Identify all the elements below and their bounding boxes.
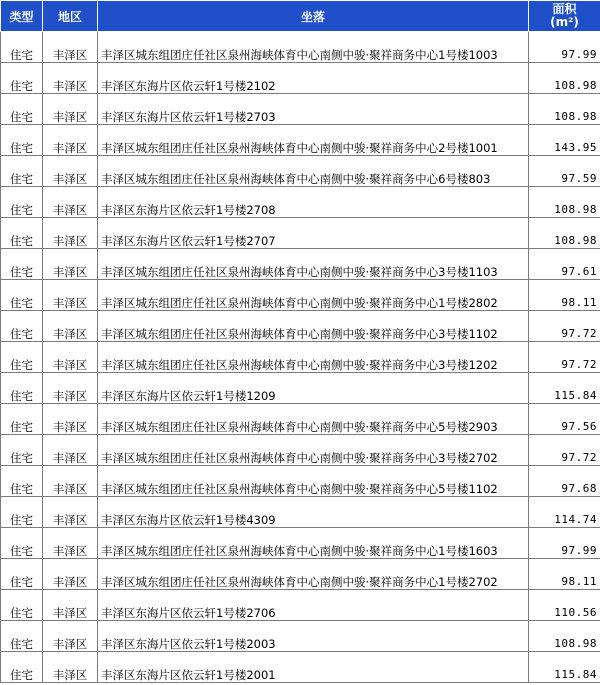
cell-district: 丰泽区 bbox=[43, 94, 98, 125]
cell-address: 丰泽区城东组团庄任社区泉州海峡体育中心南侧中骏·聚祥商务中心1号楼2802 bbox=[98, 280, 529, 311]
cell-district: 丰泽区 bbox=[43, 156, 98, 187]
column-header-district: 地区 bbox=[43, 1, 98, 32]
cell-address: 丰泽区城东组团庄任社区泉州海峡体育中心南侧中骏·聚祥商务中心5号楼1102 bbox=[98, 466, 529, 497]
cell-address: 丰泽区城东组团庄任社区泉州海峡体育中心南侧中骏·聚祥商务中心3号楼1103 bbox=[98, 249, 529, 280]
cell-district: 丰泽区 bbox=[43, 559, 98, 590]
table-header-row bbox=[1, 1, 600, 32]
cell-address: 丰泽区城东组团庄任社区泉州海峡体育中心南侧中骏·聚祥商务中心1号楼2702 bbox=[98, 559, 529, 590]
cell-address: 丰泽区城东组团庄任社区泉州海峡体育中心南侧中骏·聚祥商务中心3号楼1202 bbox=[98, 342, 529, 373]
cell-district: 丰泽区 bbox=[43, 404, 98, 435]
cell-address: 丰泽区东海片区依云轩1号楼2706 bbox=[98, 590, 529, 621]
cell-address: 丰泽区东海片区依云轩1号楼4309 bbox=[98, 497, 529, 528]
cell-address: 丰泽区东海片区依云轩1号楼2703 bbox=[98, 94, 529, 125]
cell-type: 住宅 bbox=[1, 466, 43, 497]
cell-type: 住宅 bbox=[1, 590, 43, 621]
cell-area: 97.99 bbox=[529, 32, 600, 63]
table-row bbox=[1, 373, 600, 404]
column-header-area bbox=[529, 1, 600, 32]
cell-area: 97.72 bbox=[529, 311, 600, 342]
cell-address: 丰泽区城东组团庄任社区泉州海峡体育中心南侧中骏·聚祥商务中心2号楼1001 bbox=[98, 125, 529, 156]
table-row bbox=[1, 32, 600, 63]
column-header-area-unit: (m²) bbox=[550, 15, 579, 29]
cell-district: 丰泽区 bbox=[43, 187, 98, 218]
cell-area: 97.56 bbox=[529, 404, 600, 435]
table-row bbox=[1, 125, 600, 156]
table-row bbox=[1, 466, 600, 497]
table-row bbox=[1, 559, 600, 590]
cell-address: 丰泽区城东组团庄任社区泉州海峡体育中心南侧中骏·聚祥商务中心1号楼1003 bbox=[98, 32, 529, 63]
cell-area: 108.98 bbox=[529, 187, 600, 218]
cell-area: 98.11 bbox=[529, 280, 600, 311]
table-row bbox=[1, 218, 600, 249]
cell-address: 丰泽区东海片区依云轩1号楼2003 bbox=[98, 621, 529, 652]
table-row bbox=[1, 63, 600, 94]
table-row bbox=[1, 249, 600, 280]
cell-district: 丰泽区 bbox=[43, 621, 98, 652]
cell-area: 97.72 bbox=[529, 435, 600, 466]
cell-area: 110.56 bbox=[529, 590, 600, 621]
cell-address: 丰泽区东海片区依云轩1号楼2707 bbox=[98, 218, 529, 249]
cell-type: 住宅 bbox=[1, 218, 43, 249]
cell-district: 丰泽区 bbox=[43, 590, 98, 621]
cell-district: 丰泽区 bbox=[43, 32, 98, 63]
cell-type: 住宅 bbox=[1, 342, 43, 373]
cell-area: 97.61 bbox=[529, 249, 600, 280]
cell-type: 住宅 bbox=[1, 280, 43, 311]
cell-type: 住宅 bbox=[1, 311, 43, 342]
table-row bbox=[1, 590, 600, 621]
cell-area: 108.98 bbox=[529, 63, 600, 94]
cell-type: 住宅 bbox=[1, 621, 43, 652]
table-row bbox=[1, 497, 600, 528]
cell-area: 97.72 bbox=[529, 342, 600, 373]
cell-area: 108.98 bbox=[529, 218, 600, 249]
table-row bbox=[1, 156, 600, 187]
cell-area: 108.98 bbox=[529, 94, 600, 125]
cell-type: 住宅 bbox=[1, 435, 43, 466]
cell-district: 丰泽区 bbox=[43, 652, 98, 683]
cell-type: 住宅 bbox=[1, 559, 43, 590]
cell-type: 住宅 bbox=[1, 94, 43, 125]
cell-district: 丰泽区 bbox=[43, 280, 98, 311]
cell-area: 143.95 bbox=[529, 125, 600, 156]
cell-address: 丰泽区城东组团庄任社区泉州海峡体育中心南侧中骏·聚祥商务中心6号楼803 bbox=[98, 156, 529, 187]
cell-area: 97.59 bbox=[529, 156, 600, 187]
table-row bbox=[1, 652, 600, 683]
table-row bbox=[1, 528, 600, 559]
cell-area: 114.74 bbox=[529, 497, 600, 528]
cell-type: 住宅 bbox=[1, 652, 43, 683]
cell-address: 丰泽区东海片区依云轩1号楼2001 bbox=[98, 652, 529, 683]
cell-area: 115.84 bbox=[529, 373, 600, 404]
cell-type: 住宅 bbox=[1, 404, 43, 435]
cell-area: 97.68 bbox=[529, 466, 600, 497]
table-row bbox=[1, 404, 600, 435]
cell-type: 住宅 bbox=[1, 528, 43, 559]
cell-address: 丰泽区城东组团庄任社区泉州海峡体育中心南侧中骏·聚祥商务中心3号楼2702 bbox=[98, 435, 529, 466]
cell-district: 丰泽区 bbox=[43, 125, 98, 156]
column-header-area-label: 面积 bbox=[552, 2, 577, 16]
table-row bbox=[1, 311, 600, 342]
cell-district: 丰泽区 bbox=[43, 63, 98, 94]
table-row bbox=[1, 280, 600, 311]
cell-district: 丰泽区 bbox=[43, 435, 98, 466]
cell-district: 丰泽区 bbox=[43, 342, 98, 373]
cell-type: 住宅 bbox=[1, 156, 43, 187]
cell-address: 丰泽区东海片区依云轩1号楼2102 bbox=[98, 63, 529, 94]
cell-district: 丰泽区 bbox=[43, 249, 98, 280]
table-row bbox=[1, 94, 600, 125]
table-body bbox=[1, 32, 600, 683]
table-row bbox=[1, 435, 600, 466]
cell-district: 丰泽区 bbox=[43, 218, 98, 249]
table-row bbox=[1, 187, 600, 218]
cell-area: 108.98 bbox=[529, 621, 600, 652]
column-header-address: 坐落 bbox=[98, 1, 529, 32]
cell-type: 住宅 bbox=[1, 32, 43, 63]
cell-area: 97.99 bbox=[529, 528, 600, 559]
cell-address: 丰泽区城东组团庄任社区泉州海峡体育中心南侧中骏·聚祥商务中心3号楼1102 bbox=[98, 311, 529, 342]
cell-area: 115.84 bbox=[529, 652, 600, 683]
cell-area: 98.11 bbox=[529, 559, 600, 590]
cell-address: 丰泽区东海片区依云轩1号楼1209 bbox=[98, 373, 529, 404]
cell-district: 丰泽区 bbox=[43, 497, 98, 528]
cell-type: 住宅 bbox=[1, 63, 43, 94]
cell-type: 住宅 bbox=[1, 125, 43, 156]
table-row bbox=[1, 621, 600, 652]
cell-district: 丰泽区 bbox=[43, 311, 98, 342]
cell-type: 住宅 bbox=[1, 373, 43, 404]
cell-district: 丰泽区 bbox=[43, 528, 98, 559]
table-row bbox=[1, 342, 600, 373]
cell-type: 住宅 bbox=[1, 249, 43, 280]
column-header-type: 类型 bbox=[1, 1, 43, 32]
cell-address: 丰泽区东海片区依云轩1号楼2708 bbox=[98, 187, 529, 218]
cell-type: 住宅 bbox=[1, 497, 43, 528]
cell-district: 丰泽区 bbox=[43, 373, 98, 404]
cell-type: 住宅 bbox=[1, 187, 43, 218]
cell-address: 丰泽区城东组团庄任社区泉州海峡体育中心南侧中骏·聚祥商务中心5号楼2903 bbox=[98, 404, 529, 435]
cell-district: 丰泽区 bbox=[43, 466, 98, 497]
cell-address: 丰泽区城东组团庄任社区泉州海峡体育中心南侧中骏·聚祥商务中心1号楼1603 bbox=[98, 528, 529, 559]
